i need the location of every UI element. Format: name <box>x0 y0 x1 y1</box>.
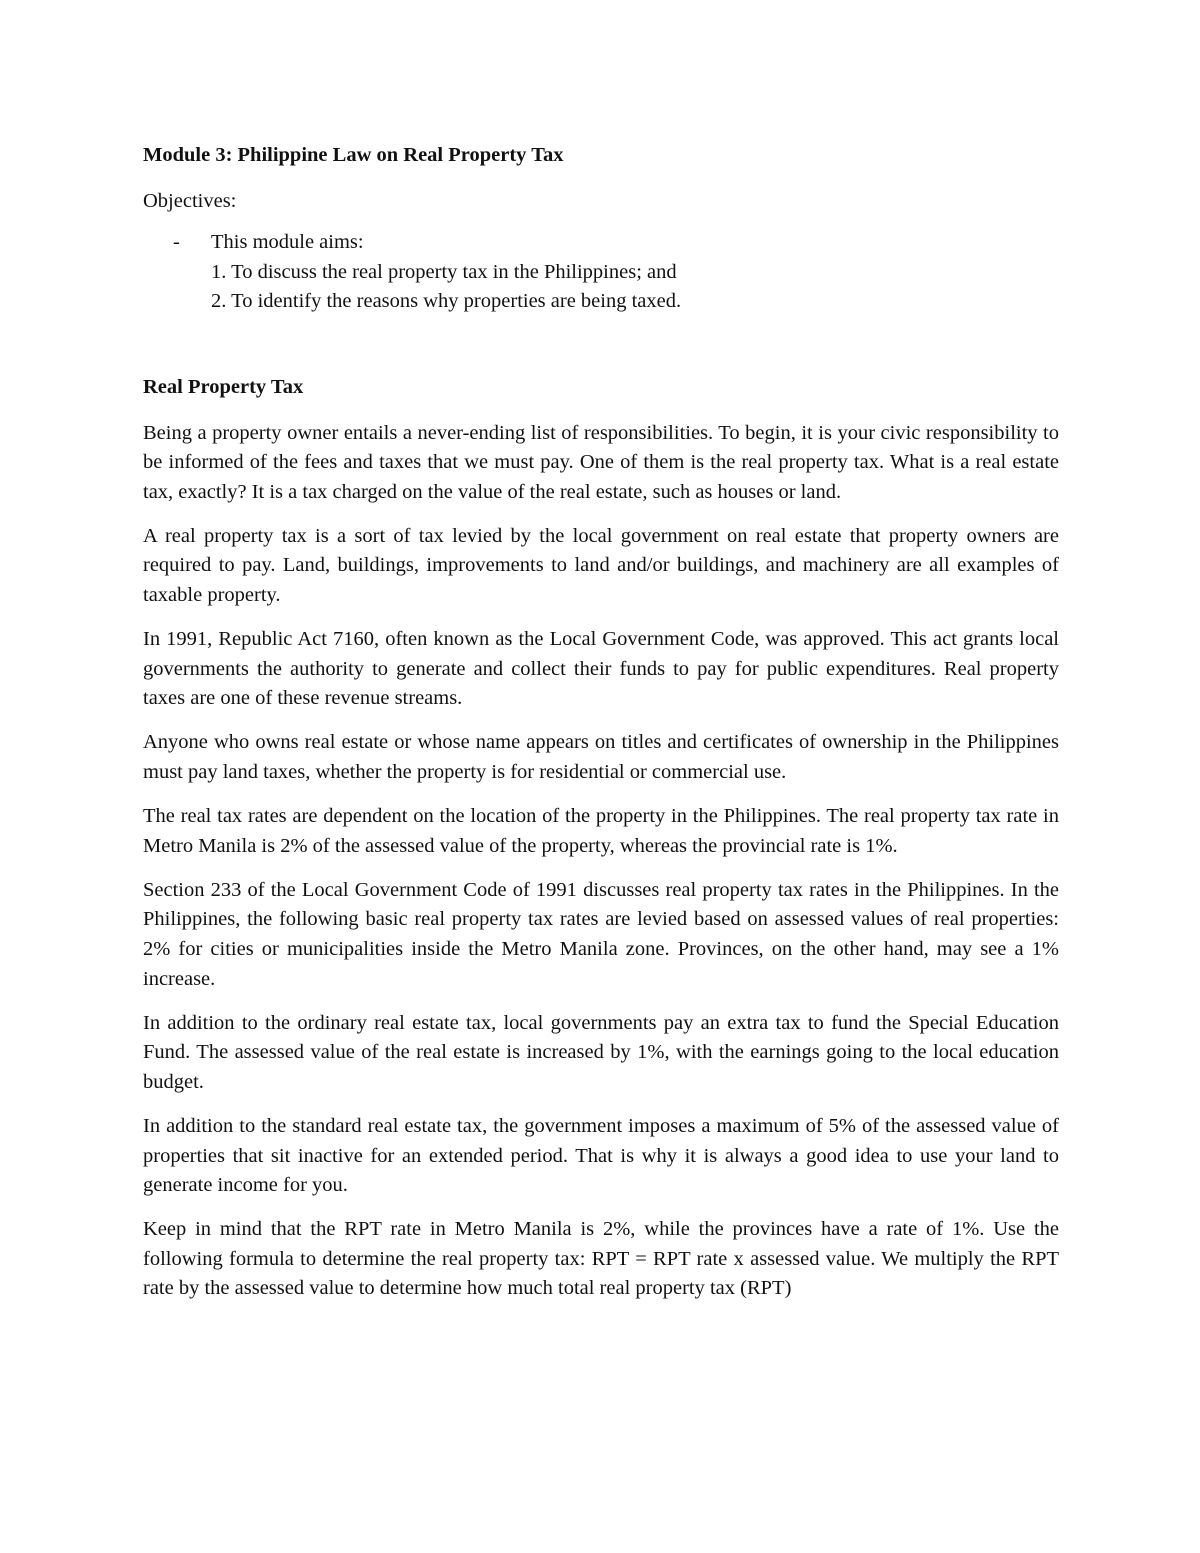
paragraph-who-pays: Anyone who owns real estate or whose name appears on titles and certificates of ownership in the Philippines must pay land taxes, whether the property is for residential or commercial use. <box>143 731 1059 783</box>
paragraph-rates: The real tax rates are dependent on the location of the property in the Philippines. The real property tax rate in Metro Manila is 2% of the assessed value of the property, whereas the provincial rate is 1%. <box>143 805 1059 857</box>
paragraph-idle-land-tax: In addition to the standard real estate tax, the government imposes a maximum of 5% of the assessed value of properties that sit inactive for an extended period. That is why it is always a good idea to use your land to generate income for you. <box>143 1114 1059 1197</box>
paragraph-special-education-fund: In addition to the ordinary real estate tax, local governments pay an extra tax to fund the Special Education Fund. The assessed value of the real estate is increased by 1%, with the earnings going to the local education budget. <box>143 1011 1059 1093</box>
document-body <box>143 141 1059 1319</box>
paragraph-republic-act: In 1991, Republic Act 7160, often known as the Local Government Code, was approved. This act grants local governments the authority to generate and collect their funds to pay for public expenditures. Real property taxes are one of these revenue streams. <box>143 628 1059 710</box>
paragraph-intro: Being a property owner entails a never-ending list of responsibilities. To begin, it is your civic responsibility to be informed of the fees and taxes that we must pay. One of them is the real property tax. What is a real estate tax, exactly? It is a tax charged on the value of the real estate, such as houses or land. <box>143 421 1059 503</box>
section-heading: Real Property Tax <box>143 375 304 398</box>
aims-list <box>211 258 1059 317</box>
objectives-label: Objectives: <box>143 189 237 212</box>
aims-item: 2. To identify the reasons why properties are being taxed. <box>211 290 682 313</box>
paragraph-section-233: Section 233 of the Local Government Code of 1991 discusses real property tax rates in the Philippines. In the Philippines, the following basic real property tax rates are levied based on assessed values of real properties: 2% for cities or municipalities inside the Metro Manila zone. Provinces, on the other hand, may see a 1% increase. <box>143 878 1059 990</box>
paragraph-formula: Keep in mind that the RPT rate in Metro Manila is 2%, while the provinces have a rate of 1%. Use the following formula to determine the real property tax: RPT = RPT rate x assessed value. We multiply the RPT rate by the assessed value to determine how much total real property tax (RPT) <box>143 1218 1059 1300</box>
module-title: Module 3: Philippine Law on Real Property Tax <box>143 144 564 166</box>
aims-bullet: - <box>173 231 180 254</box>
aims-block <box>143 228 1059 317</box>
aims-item: 1. To discuss the real property tax in the Philippines; and <box>211 260 677 283</box>
aims-intro: This module aims: <box>211 231 364 254</box>
paragraph-definition: A real property tax is a sort of tax levied by the local government on real estate that property owners are required to pay. Land, buildings, improvements to land and/or buildings, and machinery are all examples of taxable property. <box>143 524 1059 607</box>
